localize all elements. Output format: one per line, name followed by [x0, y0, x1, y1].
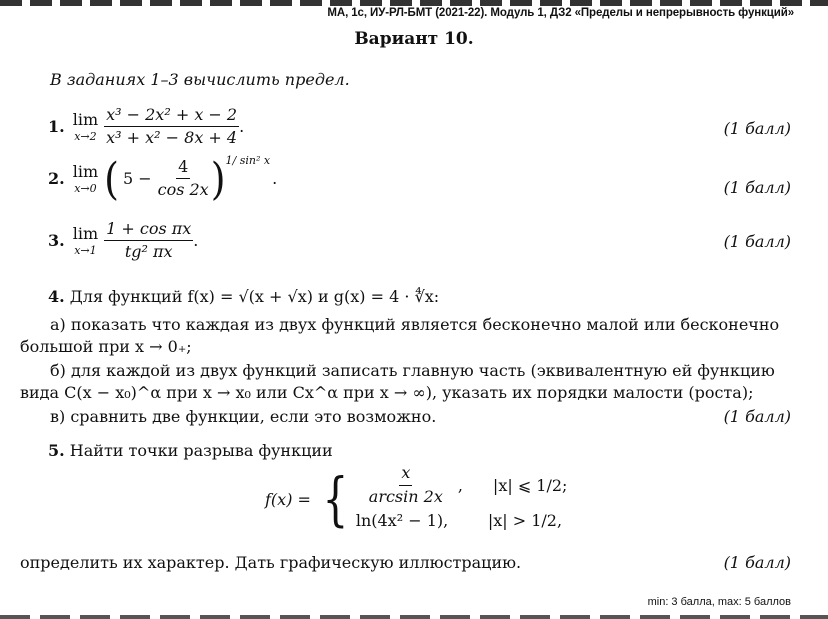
exponent: 1/ sin² x: [225, 154, 271, 167]
problem-1: 1. lim x→2 $\frac{\text{x³ − 2x² + x − 2}}{\text{x³ + x² − 8x + 4}}$ .: [48, 105, 245, 148]
fraction: $\frac{4}{\cos 2x}$: [157, 157, 209, 200]
problem-4-part-a: а) показать что каждая из двух функций является бесконечно малой или бесконечно большой при x → 0₊;: [20, 315, 780, 356]
top-edge: [0, 0, 828, 6]
problem-4-part-b: б) для каждой из двух функций записать главную часть (эквивалентную ей функцию вида C(x − x₀)^α при x → x₀ или Cx^α при x → ∞), указать их порядки малости (роста);: [20, 361, 775, 402]
points-1: (1 балл): [723, 119, 791, 138]
case-2: ln(4x² − 1), |x| > 1/2,: [355, 510, 563, 530]
case-1: $\frac{x}{\arcsin 2x}$ , |x| ⩽ 1/2;: [368, 463, 568, 506]
score-range: min: 3 балла, max: 5 баллов: [647, 596, 791, 608]
problem-5-title: 5. Найти точки разрыва функции: [48, 441, 333, 460]
limit-operator: lim x→0: [72, 161, 99, 195]
problem-3: 3. lim x→1 $\frac{\text{1 + cos πx}}{\text{tg² πx}}$ .: [48, 219, 199, 262]
fraction: $\frac{\text{1 + cos πx}}{\text{tg² πx}}$: [106, 219, 192, 262]
intro-text: В заданиях 1–3 вычислить предел.: [50, 70, 350, 89]
fraction: $\frac{\text{x³ − 2x² + x − 2}}{\text{x³ + x² − 8x + 4}}$: [106, 105, 238, 148]
points-5: (1 балл): [723, 553, 791, 572]
problem-2: 2. lim x→0 ( 5 − $\frac{4}{\cos 2x}$ ) 1/ sin² x .: [48, 153, 278, 205]
variant-title: Вариант 10.: [354, 29, 474, 49]
points-2: (1 балл): [723, 178, 791, 197]
points-4: (1 балл): [723, 407, 791, 426]
bottom-edge: [0, 615, 828, 619]
piecewise-function: f(x) = { $\frac{x}{\arcsin 2x}$ , |x| ⩽ 1/2; ln(4x² − 1), |x| > 1/2,: [265, 463, 568, 533]
problem-4-part-c: в) сравнить две функции, если это возможно.: [50, 407, 437, 426]
problem-number: 2.: [48, 169, 65, 189]
course-header: МА, 1с, ИУ-РЛ-БМТ (2021-22). Модуль 1, ДЗ2 «Пределы и непрерывность функций»: [327, 7, 794, 19]
problem-5-footer: определить их характер. Дать графическую иллюстрацию.: [20, 553, 522, 572]
problem-number: 1.: [48, 117, 65, 137]
points-3: (1 балл): [723, 232, 791, 251]
problem-4-title: 4. Для функций f(x) = √(x + √x) и g(x) = 4 · ∜x:: [48, 287, 440, 306]
limit-operator: lim x→1: [72, 223, 99, 257]
problem-number: 3.: [48, 231, 65, 251]
limit-operator: lim x→2: [72, 109, 99, 143]
